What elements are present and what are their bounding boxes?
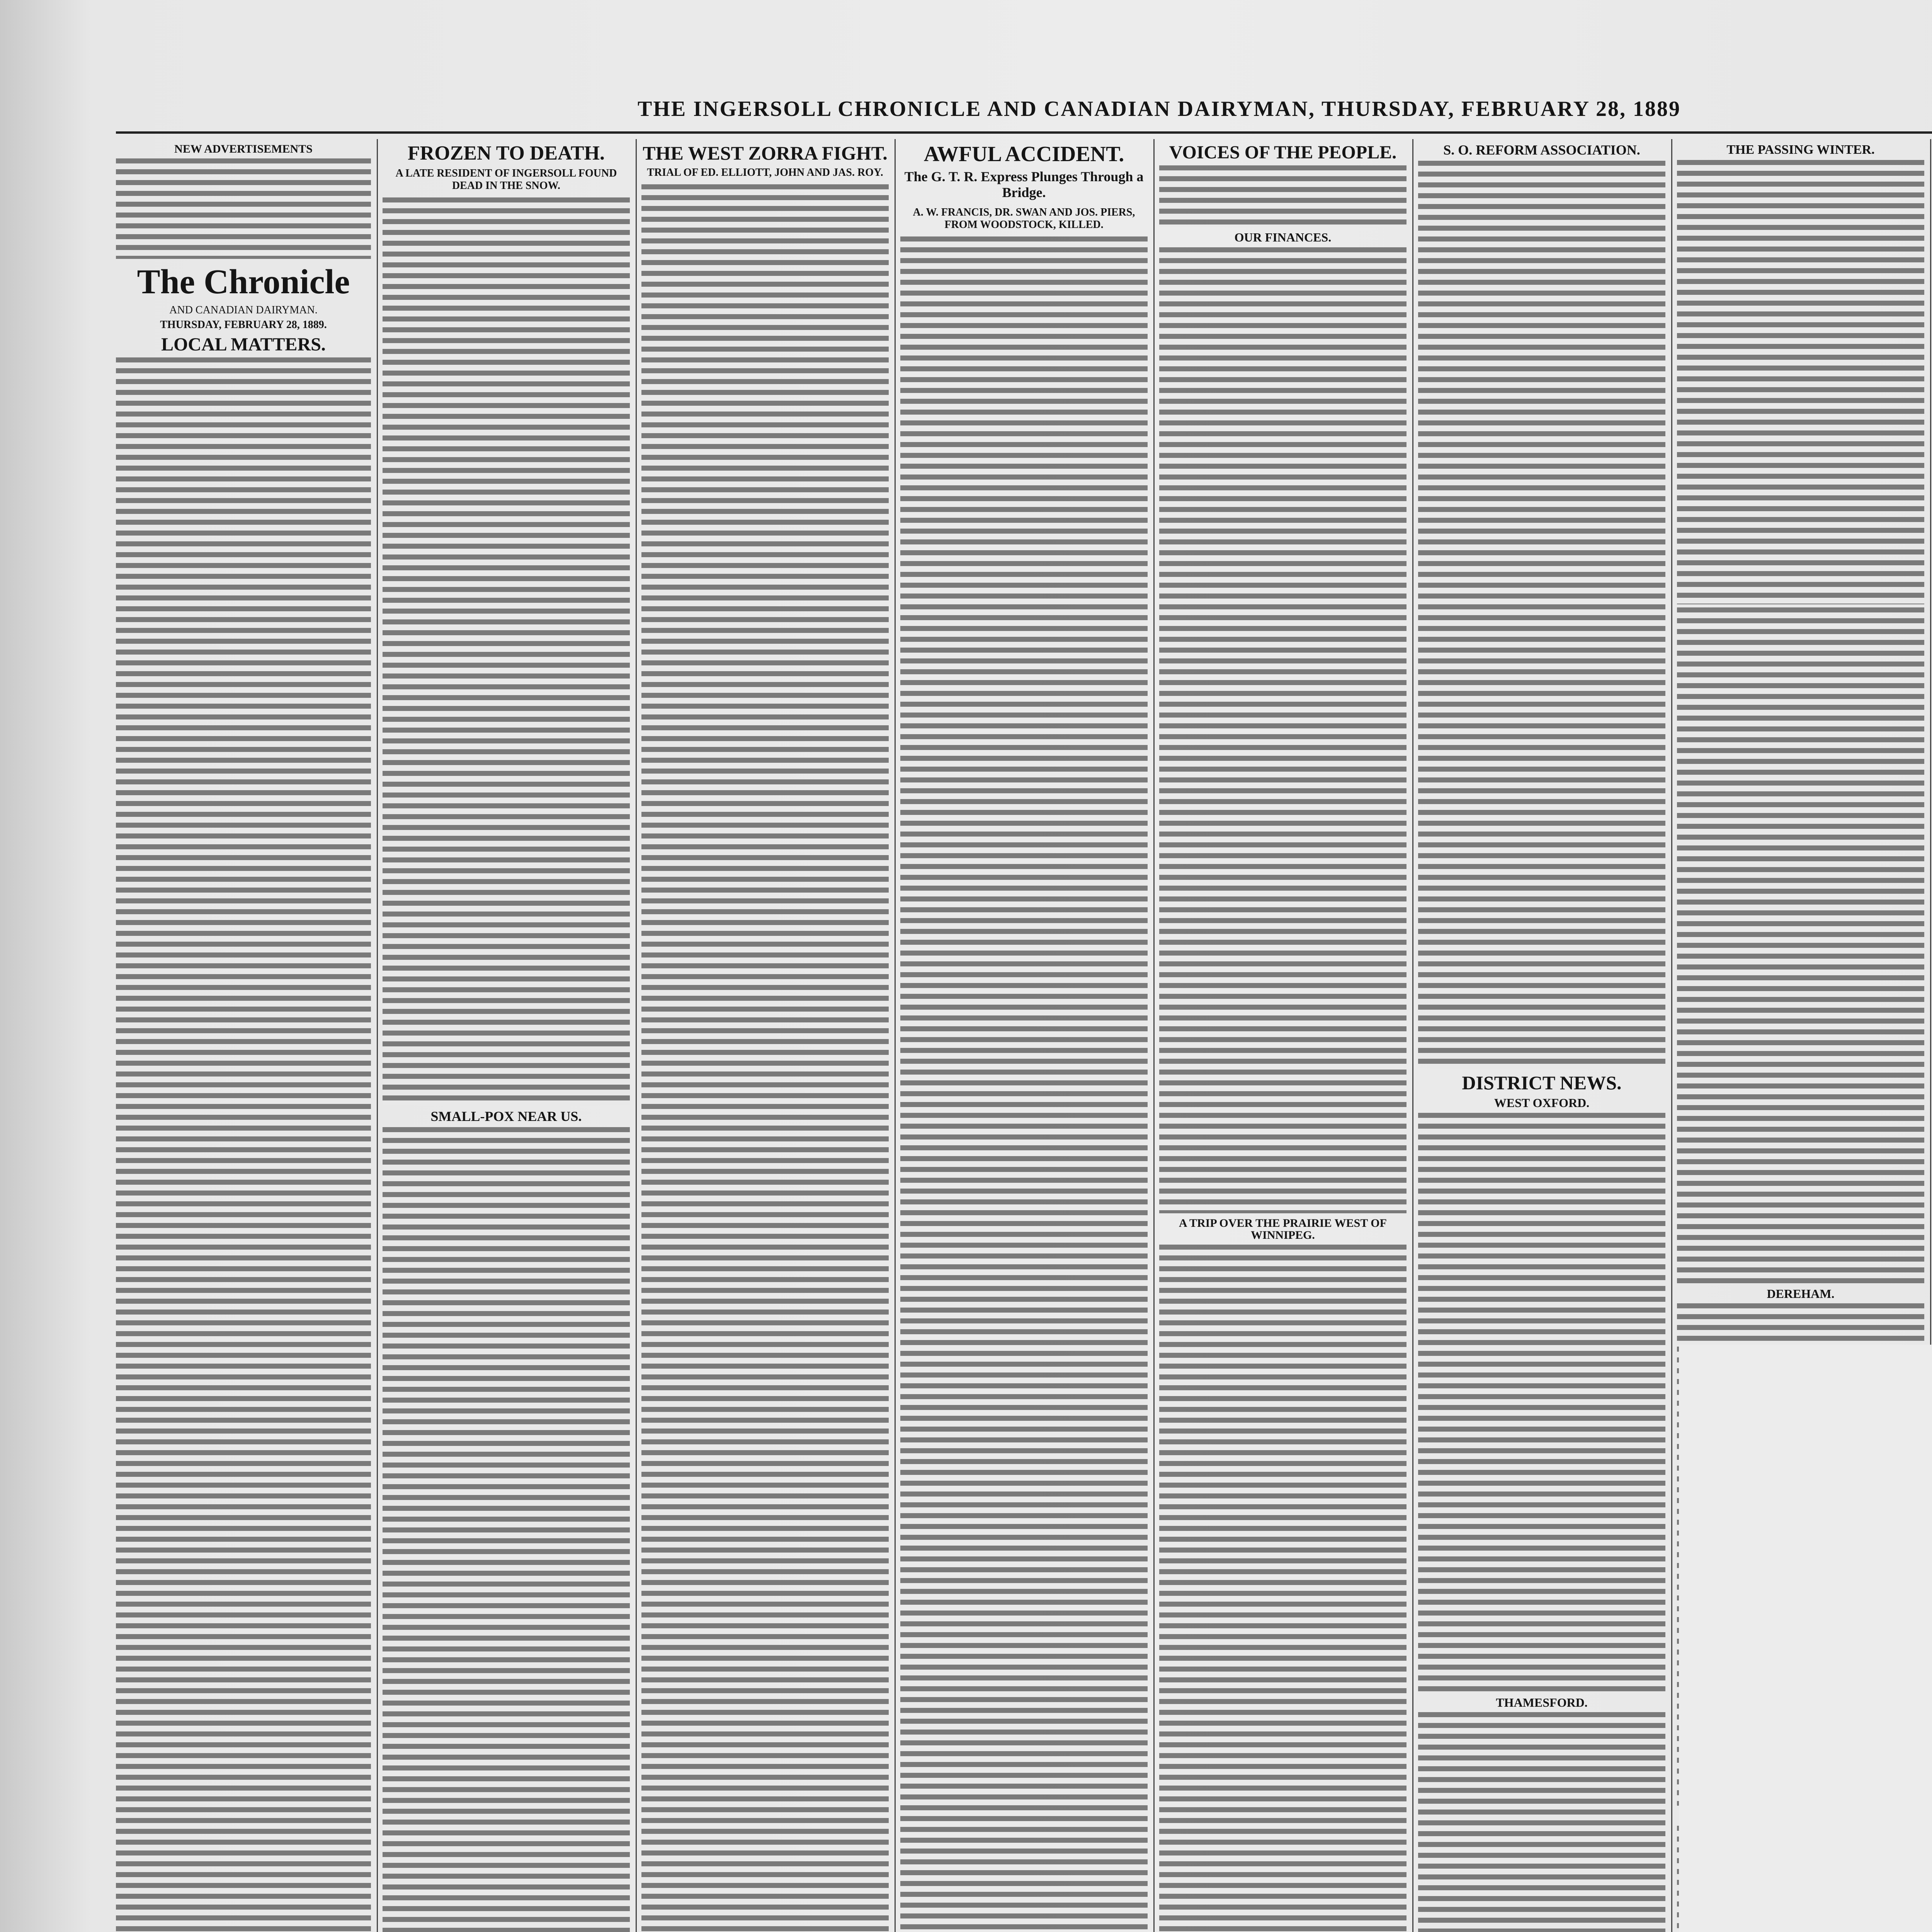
text-block bbox=[1159, 1245, 1406, 1932]
column-rule bbox=[895, 139, 896, 1932]
article-title: S. O. REFORM ASSOCIATION. bbox=[1443, 142, 1640, 158]
text-block bbox=[383, 197, 630, 1105]
article-title: AWFUL ACCIDENT. bbox=[923, 142, 1124, 166]
text-block bbox=[116, 158, 371, 259]
text-block bbox=[900, 236, 1148, 1932]
prairie-trip-heading: A TRIP OVER THE PRAIRIE WEST OF WINNIPEG. bbox=[1179, 1216, 1387, 1242]
article-subtitle-2: A. W. FRANCIS, DR. SWAN AND JOS. PIERS, FROM WOODSTOCK, KILLED. bbox=[913, 206, 1135, 231]
dereham-heading: DEREHAM. bbox=[1767, 1286, 1835, 1301]
column-rule bbox=[1153, 139, 1155, 1932]
masthead-rule bbox=[116, 131, 1932, 134]
column-rule bbox=[1671, 139, 1672, 1932]
smallpox-heading: SMALL-POX NEAR US. bbox=[430, 1108, 582, 1124]
column-rule bbox=[636, 139, 637, 1932]
article-title: VOICES OF THE PEOPLE. bbox=[1169, 142, 1397, 163]
article-subtitle: The G. T. R. Express Plunges Through a Bridge. bbox=[904, 168, 1144, 201]
article-title: THE PASSING WINTER. bbox=[1726, 143, 1875, 157]
district-news-heading: DISTRICT NEWS. bbox=[1462, 1071, 1622, 1094]
column-6 bbox=[1418, 139, 1665, 1932]
ads-block bbox=[1679, 1345, 1932, 1932]
finances-heading: OUR FINANCES. bbox=[1234, 230, 1332, 245]
text-block bbox=[1418, 1712, 1665, 1932]
text-block bbox=[1159, 247, 1406, 1213]
column-1 bbox=[116, 139, 371, 1932]
text-block bbox=[116, 357, 371, 1932]
article-subtitle: A LATE RESIDENT OF INGERSOLL FOUND DEAD IN THE SNOW. bbox=[395, 167, 617, 192]
local-matters-heading: LOCAL MATTERS. bbox=[161, 334, 326, 355]
article-title: THE WEST ZORRA FIGHT. bbox=[643, 142, 888, 164]
text-block bbox=[1677, 607, 1924, 1284]
paper-name: The Chronicle bbox=[137, 262, 350, 301]
masthead: THE INGERSOLL CHRONICLE AND CANADIAN DAIRYMAN, THURSDAY, FEBRUARY 28, 1889 bbox=[637, 97, 1681, 121]
new-ads-heading: NEW ADVERTISEMENTS bbox=[174, 143, 313, 155]
text-block bbox=[1159, 165, 1406, 227]
column-4 bbox=[900, 139, 1148, 1932]
text-block bbox=[641, 184, 889, 1932]
west-oxford-heading: WEST OXFORD. bbox=[1494, 1096, 1590, 1110]
column-3 bbox=[641, 139, 889, 1932]
text-block bbox=[383, 1127, 630, 1932]
date-line: THURSDAY, FEBRUARY 28, 1889. bbox=[160, 318, 327, 331]
column-rule bbox=[377, 139, 378, 1932]
column-rule bbox=[1412, 139, 1413, 1932]
column-5 bbox=[1159, 139, 1406, 1932]
paper-subtitle: AND CANADIAN DAIRYMAN. bbox=[169, 304, 318, 316]
text-block bbox=[1418, 161, 1665, 1069]
article-subtitle: TRIAL OF ED. ELLIOTT, JOHN AND JAS. ROY. bbox=[647, 166, 883, 179]
thamesford-heading: THAMESFORD. bbox=[1496, 1695, 1588, 1709]
article-title: FROZEN TO DEATH. bbox=[408, 142, 605, 164]
text-block bbox=[1418, 1113, 1665, 1692]
column-2 bbox=[383, 139, 630, 1932]
text-block bbox=[1677, 160, 1924, 604]
